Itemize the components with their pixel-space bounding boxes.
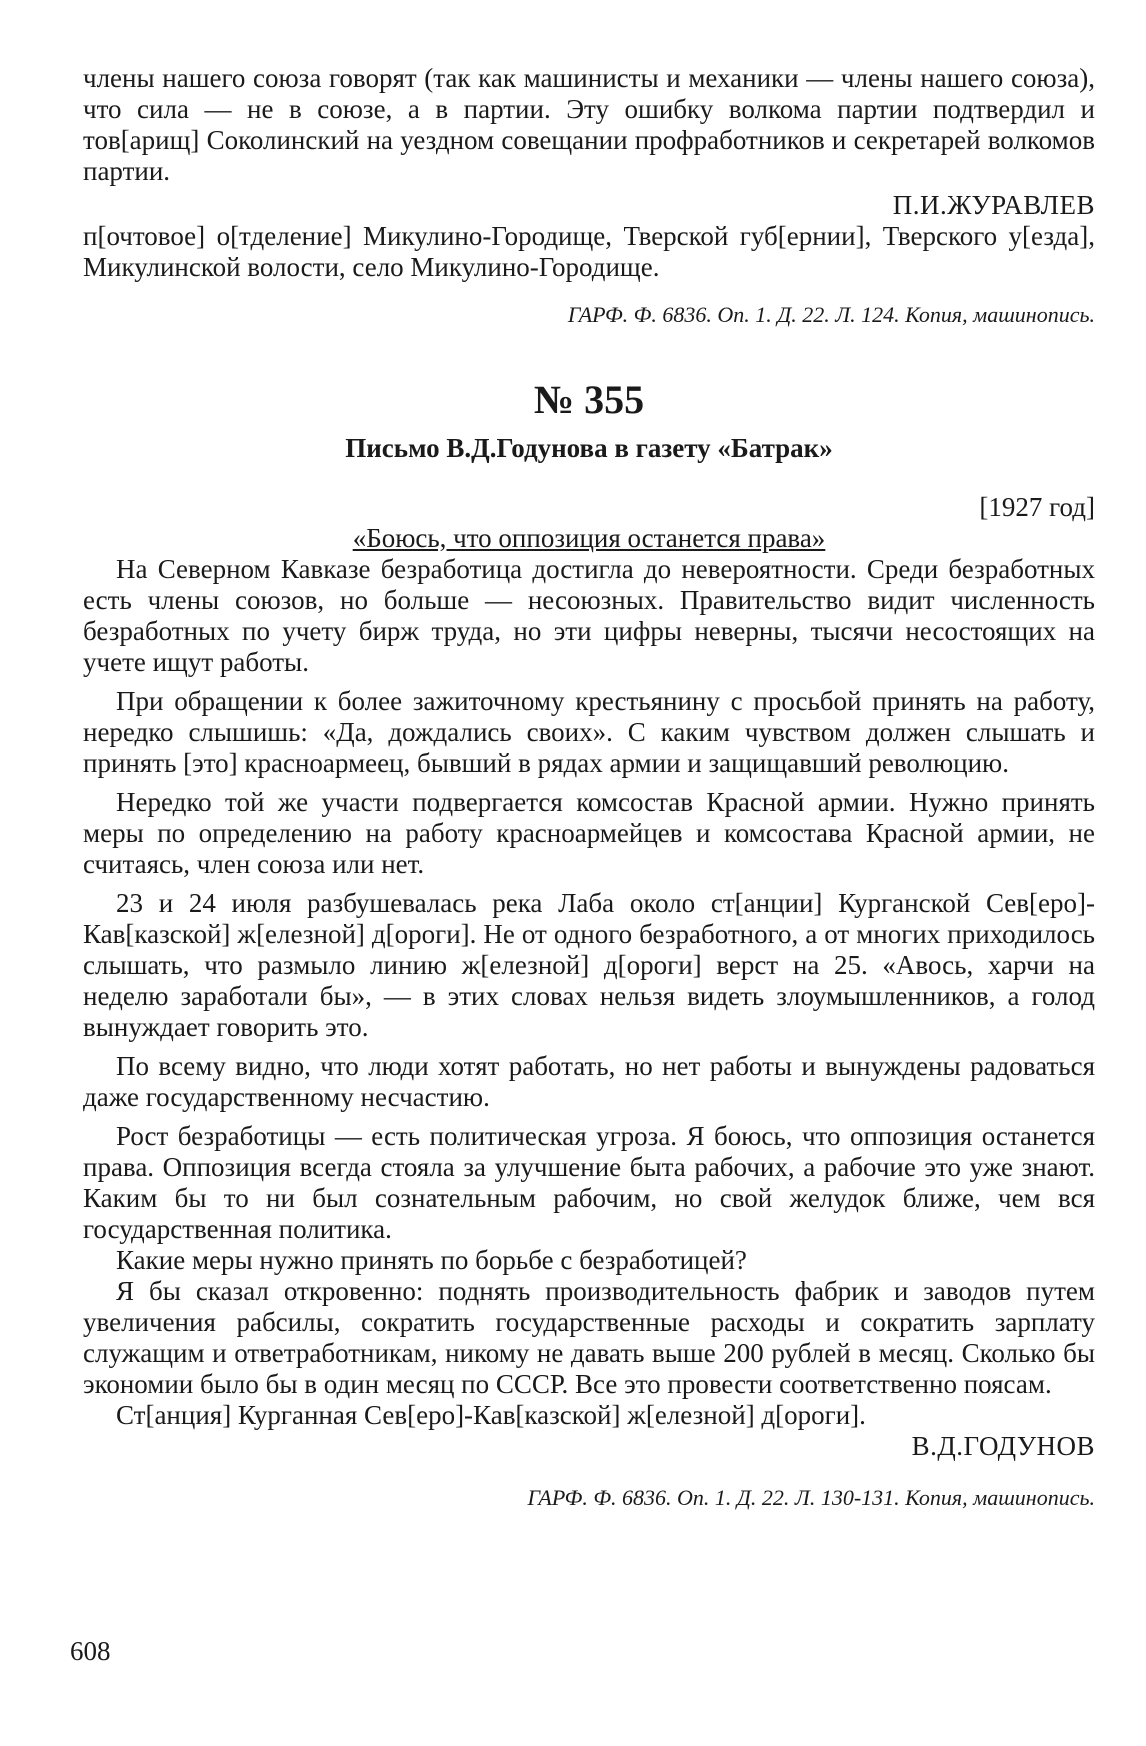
body-paragraph: На Северном Кавказе безработица достигла до невероятности. Среди безработных есть члены союзов, но больше — несоюзных. Правительство видит численность безработных по учету бирж труда, но эти цифры неверны, тысячи несостоящих на учете ищут работы. — [83, 554, 1095, 677]
previous-document-text: члены нашего союза говорят (так как машинисты и механики — члены нашего союза), что сила — не в союзе, а в партии. Эту ошибку волкома партии подтвердил и тов[арищ] Соколинский на уездном совещании профработников и секретарей волкомов партии. — [83, 63, 1095, 186]
document-signature: В.Д.ГОДУНОВ — [911, 1431, 1095, 1461]
body-paragraph: Рост безработицы — есть политическая угроза. Я боюсь, что оппозиция останется права. Оппозиция всегда стояла за улучшение быта рабочих, а рабочие это уже знают. Каким бы то ни был сознательным рабочим, но свой желудок ближе, чем вся государственная политика. — [83, 1121, 1095, 1244]
previous-document-source: ГАРФ. Ф. 6836. Оп. 1. Д. 22. Л. 124. Копия, машинопись. — [567, 302, 1095, 327]
document-section — [83, 376, 1095, 1512]
body-paragraph: 23 и 24 июля разбушевалась река Лаба около ст[анции] Курганской Сев[еро]-Кав[казской] ж[елезной] д[ороги]. Не от одного безработного, а от многих приходилось слышать, что размыло линию ж[елезной] д[ороги] верст на 25. «Авось, харчи на неделю заработали бы», — в этих словах нельзя видеть злоумышленников, а голод вынуждает говорить это. — [83, 888, 1095, 1042]
page-number: 608 — [70, 1636, 111, 1666]
previous-document-section — [83, 63, 1095, 329]
document-subtitle: «Боюсь, что оппозиция останется права» — [352, 523, 826, 553]
previous-document-signature: П.И.ЖУРАВЛЕВ — [892, 190, 1095, 220]
body-paragraph: Ст[анция] Курганная Сев[еро]-Кав[казской] ж[елезной] д[ороги]. — [116, 1400, 866, 1430]
document-source: ГАРФ. Ф. 6836. Оп. 1. Д. 22. Л. 130-131. Копия, машинопись. — [527, 1485, 1095, 1510]
body-paragraph: Я бы сказал откровенно: поднять производительность фабрик и заводов путем увеличения рабсилы, сократить государственные расходы и сократить зарплату служащим и ответработникам, никому не давать выше 200 рублей в месяц. Сколько бы экономии было бы в один месяц по СССР. Все это провести соответственно поясам. — [83, 1276, 1095, 1399]
body-paragraph: Нередко той же участи подвергается комсостав Красной армии. Нужно принять меры по определению на работу красноармейцев и комсостава Красной армии, не считаясь, член союза или нет. — [83, 787, 1095, 879]
document-body — [83, 554, 1095, 1431]
body-paragraph: По всему видно, что люди хотят работать, но нет работы и вынуждены радоваться даже государственному несчастию. — [83, 1051, 1095, 1112]
document-number: № 355 — [533, 377, 645, 422]
body-paragraph: Какие меры нужно принять по борьбе с безработицей? — [116, 1245, 747, 1275]
body-paragraph: При обращении к более зажиточному крестьянину с просьбой принять на работу, нередко слышишь: «Да, дождались своих». С каким чувством должен слышать и принять [это] красноармеец, бывший в рядах армии и защищавший революцию. — [83, 686, 1095, 778]
previous-document-address: п[очтовое] о[тделение] Микулино-Городище, Тверской губ[ернии], Тверского у[езда], Микулинской волости, село Микулино-Городище. — [83, 221, 1095, 282]
document-date: [1927 год] — [979, 492, 1095, 522]
document-title: Письмо В.Д.Годунова в газету «Батрак» — [345, 433, 833, 463]
